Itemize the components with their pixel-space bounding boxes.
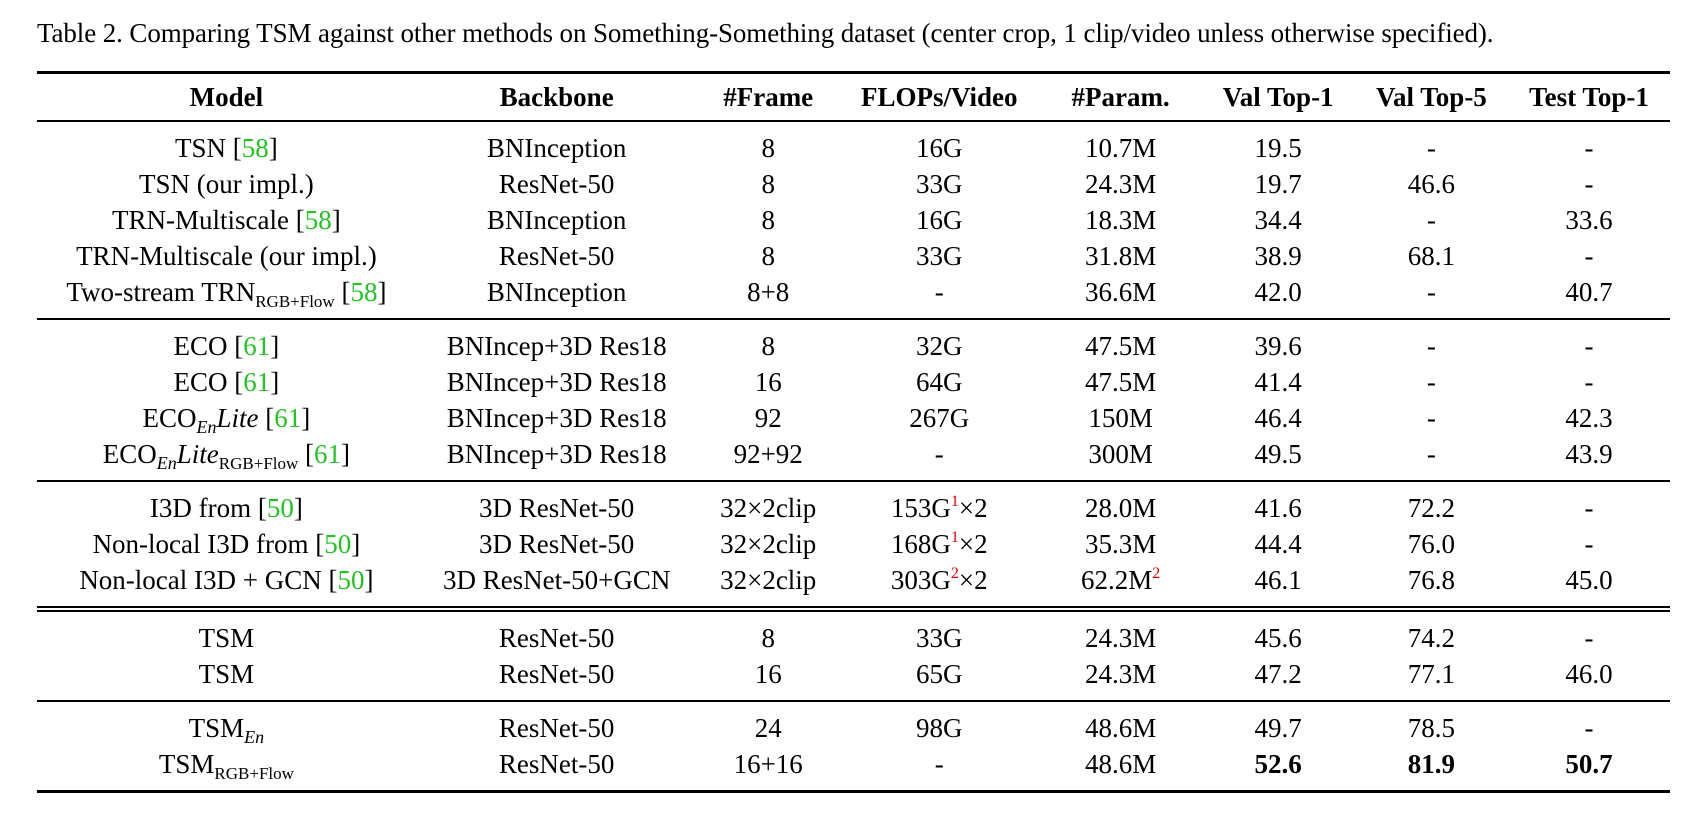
param-value: 48.6M [1084, 713, 1157, 743]
val-top5-cell: 77.1 [1407, 659, 1456, 689]
param-value: 47.5M [1084, 331, 1157, 361]
citation-link: 61 [243, 331, 271, 361]
val-top1-cell: 39.6 [1202, 319, 1355, 364]
flops-value: - [934, 277, 944, 307]
col-header: #Param. [1040, 73, 1202, 122]
model-suffix: Lite [176, 439, 219, 469]
citation-link: 58 [241, 133, 269, 163]
model-cell [37, 609, 416, 656]
backbone-cell: BNIncep+3D Res18 [446, 439, 667, 469]
test-top1-cell: - [1584, 133, 1594, 163]
param-cell [1040, 746, 1202, 792]
table-row [37, 364, 1670, 400]
table-row [37, 526, 1670, 562]
table-row [37, 701, 1670, 746]
model-cell [37, 238, 416, 274]
val-top1-cell: 49.5 [1254, 439, 1302, 469]
footnote-mark: 1 [950, 493, 959, 510]
val-top1-cell: 46.1 [1254, 565, 1302, 595]
col-header: Backbone [416, 73, 698, 122]
param-cell [1040, 436, 1202, 481]
row-group [37, 319, 1670, 481]
results-table [37, 71, 1670, 793]
test-top1-cell: - [1584, 529, 1594, 559]
flops-value: 168G [890, 529, 951, 559]
backbone-cell: ResNet-50 [498, 241, 615, 271]
table-row [37, 238, 1670, 274]
flops-value: 33G [916, 169, 963, 199]
test-top1-cell: - [1584, 367, 1594, 397]
frame-cell: 24 [698, 701, 839, 746]
flops-value: 32G [916, 331, 963, 361]
citation-link: 58 [350, 277, 378, 307]
backbone-cell: 3D ResNet-50 [479, 529, 635, 559]
val-top1-cell: 47.2 [1254, 659, 1302, 689]
param-value: 300M [1088, 439, 1153, 469]
val-top1-cell: 34.4 [1254, 205, 1302, 235]
param-cell [1040, 121, 1202, 166]
frame-cell: 32×2clip [720, 529, 817, 559]
test-top1-cell: - [1508, 701, 1670, 746]
flops-value: 153G [890, 493, 951, 523]
flops-cell [839, 436, 1040, 481]
flops-multiplier: ×2 [958, 493, 988, 523]
table-row [37, 656, 1670, 701]
backbone-cell: ResNet-50 [416, 701, 698, 746]
model-name: TRN-Multiscale (our impl.) [76, 241, 377, 271]
flops-cell [839, 562, 1040, 609]
model-subscript: RGB+Flow [255, 292, 335, 311]
test-top1-cell: 33.6 [1565, 205, 1613, 235]
row-group [37, 481, 1670, 609]
frame-cell: 8 [761, 133, 775, 163]
flops-cell [839, 701, 1040, 746]
frame-cell: 8 [761, 169, 775, 199]
test-top1-cell: 42.3 [1565, 403, 1613, 433]
test-top1-cell: - [1508, 609, 1670, 656]
param-cell [1040, 609, 1202, 656]
flops-cell [839, 319, 1040, 364]
param-value: 10.7M [1084, 133, 1157, 163]
table-row [37, 202, 1670, 238]
model-cell: TRN-Multiscale [58] [112, 205, 341, 235]
citation-link: 61 [274, 403, 302, 433]
model-cell: $ECO_{En}Lite$ [61] [142, 403, 311, 437]
frame-cell: 16 [754, 367, 782, 397]
row-group [37, 701, 1670, 792]
frame-cell: 8 [761, 205, 775, 235]
backbone-cell: ResNet-50 [416, 609, 698, 656]
backbone-cell: ResNet-50 [416, 746, 698, 792]
param-value: 47.5M [1084, 367, 1157, 397]
model-name: TRN-Multiscale [112, 205, 290, 235]
table-row [37, 481, 1670, 526]
flops-cell [839, 166, 1040, 202]
frame-cell: 16+16 [698, 746, 839, 792]
flops-value: 65G [916, 659, 963, 689]
val-top5-cell: - [1426, 133, 1436, 163]
param-value: 35.3M [1084, 529, 1157, 559]
flops-cell [839, 121, 1040, 166]
val-top1-cell: 52.6 [1202, 746, 1355, 792]
col-header: Test Top-1 [1508, 73, 1670, 122]
param-value: 150M [1088, 403, 1153, 433]
val-top5-cell: 46.6 [1407, 169, 1456, 199]
model-cell: ECO [61] [173, 367, 280, 397]
col-header: Val Top-5 [1355, 73, 1508, 122]
param-value: 24.3M [1084, 659, 1157, 689]
val-top1-cell: 42.0 [1254, 277, 1302, 307]
param-cell [1040, 274, 1202, 319]
param-cell [1040, 166, 1202, 202]
val-top5-cell: 76.8 [1407, 565, 1456, 595]
val-top1-cell: 44.4 [1254, 529, 1302, 559]
backbone-cell: BNIncep+3D Res18 [446, 367, 667, 397]
param-value: 36.6M [1084, 277, 1157, 307]
backbone-cell: 3D ResNet-50 [416, 481, 698, 526]
col-header: #Frame [698, 73, 839, 122]
backbone-cell: BNInception [486, 277, 627, 307]
frame-cell: 92+92 [733, 439, 803, 469]
model-name: ECO [102, 439, 157, 469]
flops-cell [839, 400, 1040, 436]
param-value: 24.3M [1084, 169, 1157, 199]
model-name: ECO [142, 403, 197, 433]
flops-value: - [934, 749, 944, 779]
test-top1-cell: 50.7 [1508, 746, 1670, 792]
col-header: FLOPs/Video [839, 73, 1040, 122]
param-value: 48.6M [1084, 749, 1157, 779]
footnote-mark: 1 [950, 529, 959, 546]
flops-cell [839, 238, 1040, 274]
table-header [37, 73, 1670, 122]
backbone-cell: 3D ResNet-50+GCN [442, 565, 671, 595]
table-row [37, 562, 1670, 609]
backbone-cell: ResNet-50 [498, 169, 615, 199]
frame-cell: 8 [761, 241, 775, 271]
test-top1-cell: 46.0 [1565, 659, 1613, 689]
val-top1-cell: 41.4 [1254, 367, 1302, 397]
param-value: 28.0M [1084, 493, 1157, 523]
test-top1-cell: - [1584, 241, 1594, 271]
param-value: 31.8M [1084, 241, 1157, 271]
row-group [37, 609, 1670, 701]
flops-value: 33G [916, 623, 963, 653]
val-top1-cell: 19.5 [1254, 133, 1302, 163]
val-top5-cell: - [1426, 205, 1436, 235]
backbone-cell: BNInception [486, 133, 627, 163]
test-top1-cell: - [1508, 481, 1670, 526]
param-cell [1040, 400, 1202, 436]
frame-cell: 92 [754, 403, 782, 433]
param-value: 62.2M [1080, 565, 1153, 595]
flops-cell [839, 202, 1040, 238]
val-top5-cell: 74.2 [1355, 609, 1508, 656]
citation-link: 50 [266, 493, 294, 523]
citation-link: 50 [324, 529, 352, 559]
model-subscript: En [196, 417, 217, 437]
table-row [37, 121, 1670, 166]
model-name: Two-stream TRN [66, 277, 256, 307]
citation-link: 58 [304, 205, 332, 235]
backbone-cell: BNIncep+3D Res18 [446, 403, 667, 433]
frame-cell: 8+8 [747, 277, 790, 307]
flops-cell [839, 274, 1040, 319]
model-cell: Non-local I3D + GCN [50] [79, 565, 374, 595]
footnote-mark: 2 [1152, 565, 1161, 582]
model-name: I3D from [149, 493, 252, 523]
val-top5-cell: - [1426, 439, 1436, 469]
flops-value: 267G [909, 403, 970, 433]
param-value: 24.3M [1084, 623, 1157, 653]
model-cell [37, 746, 416, 792]
row-group [37, 121, 1670, 319]
table-row [37, 274, 1670, 319]
citation-link: 61 [243, 367, 271, 397]
flops-value: 16G [916, 205, 963, 235]
param-cell [1040, 701, 1202, 746]
col-header: Val Top-1 [1202, 73, 1355, 122]
val-top1-cell: 49.7 [1202, 701, 1355, 746]
table-row [37, 746, 1670, 792]
backbone-cell: BNInception [486, 205, 627, 235]
model-name: ECO [173, 331, 228, 361]
table-row [37, 436, 1670, 481]
model-cell: $ECO_{En}Lite_{RGB+Flow}$ [61] [102, 439, 351, 473]
flops-cell [839, 526, 1040, 562]
model-name: ECO [173, 367, 228, 397]
model-cell: ECO [61] [37, 319, 416, 364]
flops-cell [839, 609, 1040, 656]
model-cell [37, 701, 416, 746]
flops-value: 16G [916, 133, 963, 163]
table-row [37, 609, 1670, 656]
model-name: Non-local I3D from [92, 529, 309, 559]
flops-cell [839, 746, 1040, 792]
param-cell [1040, 202, 1202, 238]
param-cell [1040, 364, 1202, 400]
model-cell: I3D from [50] [37, 481, 416, 526]
test-top1-cell: 45.0 [1565, 565, 1613, 595]
test-top1-cell: 43.9 [1565, 439, 1613, 469]
param-cell [1040, 481, 1202, 526]
model-name: TSN (our impl.) [139, 169, 314, 199]
model-cell [37, 166, 416, 202]
test-top1-cell: - [1584, 169, 1594, 199]
model-cell: Two-stream $TRN_{RGB+Flow}$ [58] [66, 277, 387, 311]
flops-value: 98G [916, 713, 963, 743]
test-top1-cell: - [1508, 319, 1670, 364]
backbone-cell: ResNet-50 [498, 659, 615, 689]
param-cell [1040, 526, 1202, 562]
flops-value: - [934, 439, 944, 469]
val-top5-cell: 72.2 [1355, 481, 1508, 526]
val-top5-cell: - [1426, 367, 1436, 397]
col-header: Model [37, 73, 416, 122]
flops-multiplier: ×2 [958, 565, 988, 595]
citation-link: 61 [314, 439, 342, 469]
model-name: TSN [175, 133, 227, 163]
footnote-mark: 2 [950, 565, 959, 582]
model-cell: Non-local I3D from [50] [92, 529, 361, 559]
val-top1-cell: 45.6 [1202, 609, 1355, 656]
val-top5-cell: 68.1 [1407, 241, 1456, 271]
val-top1-cell: 19.7 [1254, 169, 1302, 199]
val-top5-cell: 81.9 [1355, 746, 1508, 792]
frame-cell: 16 [754, 659, 782, 689]
citation-link: 50 [337, 565, 365, 595]
param-cell [1040, 238, 1202, 274]
flops-value: 64G [916, 367, 963, 397]
model-suffix: Lite [216, 403, 259, 433]
param-cell [1040, 656, 1202, 701]
test-top1-cell: 40.7 [1565, 277, 1613, 307]
frame-cell: 32×2clip [698, 481, 839, 526]
flops-multiplier: ×2 [958, 529, 988, 559]
flops-cell [839, 656, 1040, 701]
model-subscript: RGB+Flow [214, 764, 294, 783]
table-row [37, 400, 1670, 436]
model-name: Non-local I3D + GCN [79, 565, 322, 595]
frame-cell: 8 [698, 319, 839, 364]
val-top5-cell: - [1426, 277, 1436, 307]
table-row [37, 166, 1670, 202]
val-top1-cell: 38.9 [1254, 241, 1302, 271]
val-top5-cell: 78.5 [1355, 701, 1508, 746]
model-name: TSM [158, 749, 215, 779]
param-cell [1040, 562, 1202, 609]
frame-cell: 32×2clip [720, 565, 817, 595]
flops-value: 33G [916, 241, 963, 271]
model-cell: TSN [58] [175, 133, 278, 163]
val-top1-cell: 46.4 [1254, 403, 1302, 433]
backbone-cell: BNIncep+3D Res18 [416, 319, 698, 364]
val-top5-cell: 76.0 [1407, 529, 1456, 559]
model-cell [37, 656, 416, 701]
param-cell [1040, 319, 1202, 364]
frame-cell: 8 [698, 609, 839, 656]
val-top5-cell: - [1355, 319, 1508, 364]
table-row [37, 319, 1670, 364]
model-name: TSM [198, 623, 255, 653]
val-top1-cell: 41.6 [1202, 481, 1355, 526]
flops-cell [839, 364, 1040, 400]
model-subscript: RGB+Flow [218, 454, 299, 473]
model-subscript: En [156, 453, 177, 473]
table-caption: Table 2. Comparing TSM against other methods on Something-Something dataset (center crop, 1 clip/video unless otherwise specified). [37, 18, 1494, 48]
model-name: TSM [198, 659, 255, 689]
param-value: 18.3M [1084, 205, 1157, 235]
flops-value: 303G [890, 565, 951, 595]
model-subscript: En [244, 727, 265, 747]
model-name: TSM [188, 713, 245, 743]
val-top5-cell: - [1426, 403, 1436, 433]
flops-cell [839, 481, 1040, 526]
